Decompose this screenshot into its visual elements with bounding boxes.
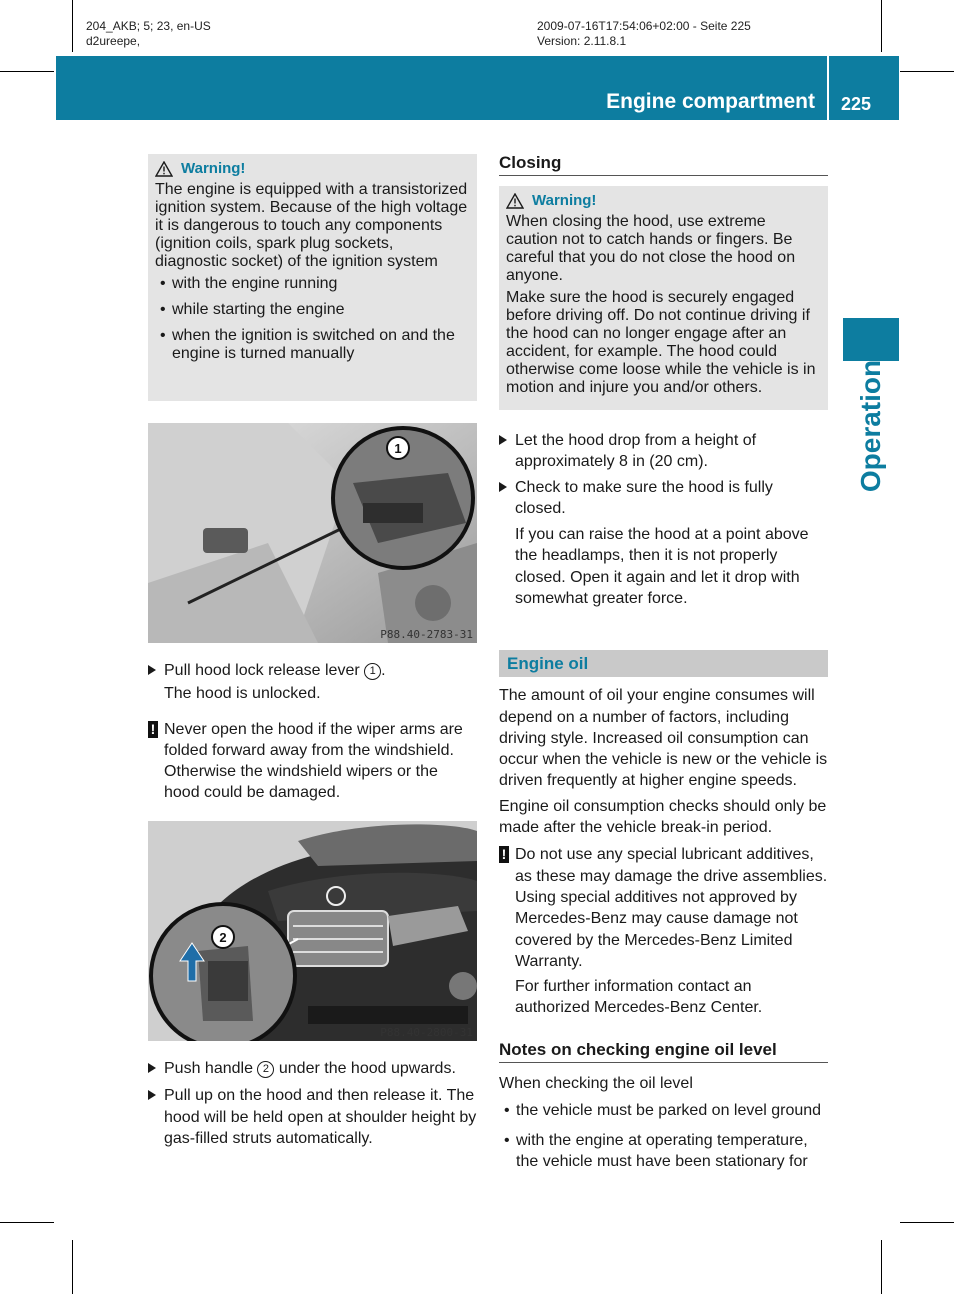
instruction-step <box>148 660 477 681</box>
step-text: Pull up on the hood and then release it. The hood will be held open at shoulder height by gas-filled struts automatically. <box>164 1087 477 1147</box>
step-arrow-icon <box>499 482 507 492</box>
closing-steps <box>499 430 828 609</box>
warning-label: Warning! <box>532 192 597 209</box>
exclamation-icon: ! <box>148 721 158 738</box>
callout-number: 2 <box>257 1061 274 1078</box>
list-item: • while starting the engine <box>155 301 469 319</box>
svg-text:1: 1 <box>394 441 402 456</box>
step-result: The hood is unlocked. <box>164 685 321 703</box>
page-number-box <box>829 56 899 120</box>
step-arrow-icon <box>148 665 156 675</box>
step-text: Push handle <box>164 1060 253 1077</box>
note-followup: For further information contact an authorized Mercedes-Benz Center. <box>515 978 763 1017</box>
hood-handle-photo <box>148 821 477 1041</box>
crop-mark <box>72 1240 73 1294</box>
page-title: Engine compartment <box>606 90 815 113</box>
warning-heading <box>506 192 820 209</box>
crop-mark <box>881 0 882 52</box>
warning-heading <box>155 160 469 177</box>
instruction-step <box>148 1085 477 1149</box>
step-text: Pull hood lock release lever <box>164 662 360 679</box>
callout-number: 1 <box>364 663 381 680</box>
paragraph: When checking the oil level <box>499 1075 693 1093</box>
warning-label: Warning! <box>181 160 246 177</box>
crop-mark <box>0 1222 54 1223</box>
warning-bullets <box>155 275 469 363</box>
step-arrow-icon <box>148 1090 156 1100</box>
figure-code: P88.40-2800-31 <box>380 1026 473 1039</box>
hood-release-lever-photo <box>148 423 477 643</box>
crop-mark <box>0 71 54 72</box>
section-heading: Engine oil <box>499 650 828 677</box>
interior-illustration <box>148 423 477 643</box>
warning-text: Make sure the hood is securely engaged before driving off. Do not continue driving if the hood can no longer engage after an accident, for example. The hood could otherwise come loose while the vehicle is in motion and injure you and/or others. <box>506 289 816 396</box>
instruction-step <box>499 477 828 520</box>
step-text: Check to make sure the hood is fully closed. <box>515 478 773 517</box>
list-item: • with the engine running <box>155 275 469 293</box>
paragraph: The amount of oil your engine consumes will depend on a number of factors, including driving style. Increased oil consumption can occur when the vehicle is new or the vehicle is driven frequently at higher engine speeds. <box>499 687 828 790</box>
warning-triangle-icon <box>506 193 524 209</box>
oil-check-bullets <box>499 1100 828 1172</box>
step-arrow-icon <box>148 1063 156 1073</box>
step-text: Let the hood drop from a height of approximately 8 in (20 cm). <box>515 432 757 471</box>
warning-body <box>155 181 469 363</box>
car-front-illustration <box>148 821 477 1041</box>
instruction-step <box>148 1058 477 1079</box>
crop-mark <box>900 71 954 72</box>
section-heading: Closing <box>499 152 828 176</box>
instruction-step <box>499 430 828 473</box>
page-number: 225 <box>841 94 872 114</box>
warning-triangle-icon <box>155 161 173 177</box>
left-instructions-2 <box>148 1058 477 1149</box>
meta-line: 2009-07-16T17:54:06+02:00 - Seite 225 <box>537 19 751 33</box>
header-bar <box>56 56 827 120</box>
step-text-end: . <box>381 662 386 679</box>
paragraph: Engine oil consumption checks should only be made after the vehicle break-in period. <box>499 797 827 837</box>
left-instructions <box>148 660 477 804</box>
callout-number: 2 <box>219 930 227 945</box>
warning-text: The engine is equipped with a transistorized ignition system. Because of the high voltage it is dangerous to touch any components (ignition coils, spark plug sockets, diagnostic socket) of the ignition system <box>155 181 468 270</box>
meta-line: d2ureepe, <box>86 34 141 48</box>
warning-body <box>506 213 820 397</box>
exclamation-icon: ! <box>499 846 509 863</box>
meta-line: 204_AKB; 5; 23, en-US <box>86 19 211 33</box>
print-meta-left <box>86 19 211 49</box>
ignition-warning-box <box>148 154 477 401</box>
list-item: • when the ignition is switched on and the engine is turned manually <box>155 327 469 363</box>
crop-mark <box>72 0 73 52</box>
crop-mark <box>900 1222 954 1223</box>
crop-mark <box>881 1240 882 1294</box>
list-item: • with the engine at operating temperature, the vehicle must have been stationary for <box>499 1130 828 1173</box>
figure-code: P88.40-2783-31 <box>380 628 473 641</box>
note-text: Never open the hood if the wiper arms are folded forward away from the windshield. Otherwise the windshield wipers or the hood could be damaged. <box>164 720 463 802</box>
closing-warning-box <box>499 186 828 410</box>
section-heading: Notes on checking engine oil level <box>499 1039 828 1063</box>
section-tab-marker <box>843 318 899 361</box>
step-arrow-icon <box>499 435 507 445</box>
warning-text: When closing the hood, use extreme caution not to catch hands or fingers. Be careful that you do not close the hood on anyone. <box>506 213 796 284</box>
list-item: • the vehicle must be parked on level ground <box>499 1100 828 1121</box>
meta-line: Version: 2.11.8.1 <box>537 34 627 48</box>
section-tab-label: Operation <box>855 359 886 493</box>
closing-section <box>499 152 828 176</box>
caution-note <box>148 719 477 804</box>
step-text: under the hood upwards. <box>278 1060 456 1077</box>
engine-oil-section <box>499 650 828 1180</box>
step-followup: If you can raise the hood at a point above the headlamps, then it is not properly closed. Open it again and let it drop with somewhat greater force. <box>515 526 809 608</box>
print-meta-right <box>537 19 751 49</box>
note-text: Do not use any special lubricant additives, as these may damage the drive assemblies. Using special additives not approved by Mercedes-Benz may cause damage not covered by the Mercedes-Benz Limited Warranty. <box>515 846 828 970</box>
caution-note <box>499 844 828 972</box>
